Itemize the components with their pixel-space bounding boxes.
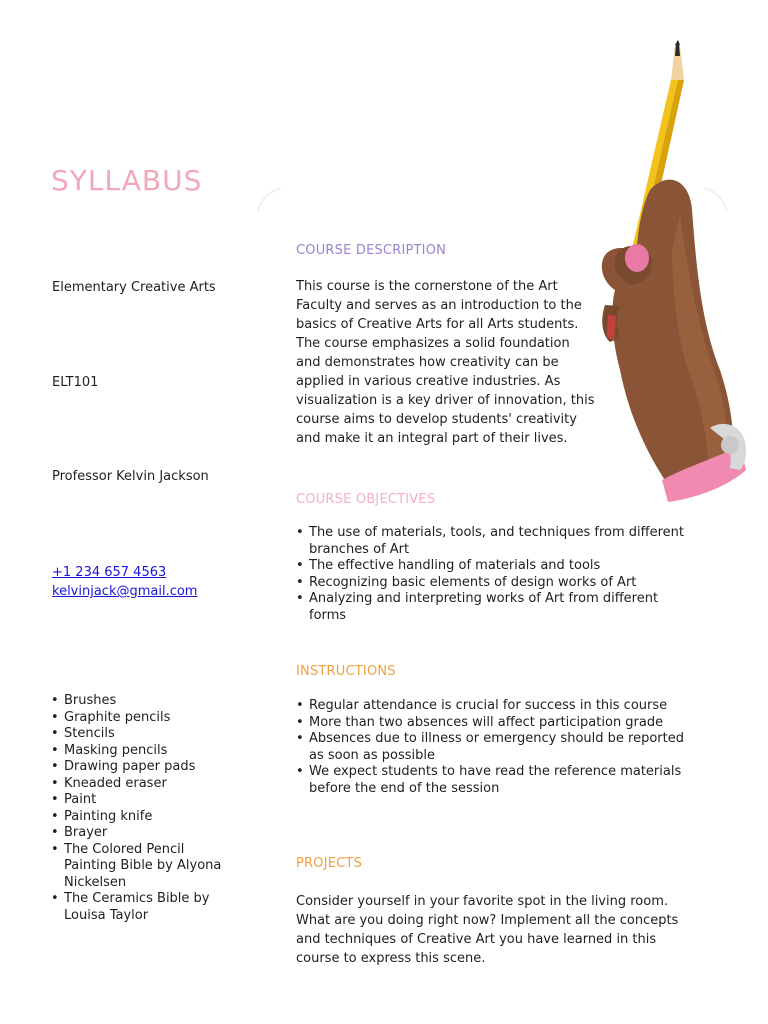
materials-list [51, 693, 231, 924]
professor-name: Professor Kelvin Jackson [52, 469, 209, 484]
list-item: • The Ceramics Bible by Louisa Taylor [51, 891, 231, 924]
list-item: • Analyzing and interpreting works of Art from different forms [296, 591, 696, 624]
list-item: • The effective handling of materials and tools [296, 558, 696, 575]
list-item: • The use of materials, tools, and techniques from different branches of Art [296, 525, 696, 558]
course-description-heading: COURSE DESCRIPTION [296, 243, 447, 258]
projects-text [296, 892, 686, 968]
list-item: • Drawing paper pads [51, 759, 231, 776]
contact-block [52, 563, 197, 601]
projects-paragraph-2: and techniques of Creative Art you have learned in this course to express this scene. [296, 932, 657, 966]
phone-link[interactable]: +1 234 657 4563 [52, 565, 167, 580]
course-description-text [296, 277, 596, 448]
list-item: • Kneaded eraser [51, 776, 231, 793]
list-item: • Regular attendance is crucial for success in this course [296, 698, 696, 715]
list-item: • The Colored Pencil Painting Bible by Alyona Nickelsen [51, 842, 231, 892]
list-item: • We expect students to have read the reference materials before the end of the session [296, 764, 696, 797]
list-item: • Brushes [51, 693, 231, 710]
list-item: • Stencils [51, 726, 231, 743]
list-item: • Painting knife [51, 809, 231, 826]
list-item: • Absences due to illness or emergency should be reported as soon as possible [296, 731, 696, 764]
hand-holding-pencil-icon [580, 40, 750, 510]
objectives-list [296, 525, 696, 624]
list-item: • More than two absences will affect participation grade [296, 715, 696, 732]
list-item: • Brayer [51, 825, 231, 842]
page-title: SYLLABUS [51, 163, 203, 197]
projects-heading: PROJECTS [296, 856, 363, 871]
list-item: • Masking pencils [51, 743, 231, 760]
email-link[interactable]: kelvinjack@gmail.com [52, 584, 198, 599]
course-objectives-heading: COURSE OBJECTIVES [296, 492, 436, 507]
course-name: Elementary Creative Arts [52, 280, 216, 295]
decorative-arc-left [255, 185, 285, 215]
instructions-list [296, 698, 696, 797]
course-description-paragraph: This course is the cornerstone of the Art Faculty and serves as an introduction to the basics of Creative Arts for all Arts students. The course emphasizes a solid foundation and demonstrates how creativity can be applied in various creative industries. As visualization is a key driver of innovation, this course aims to develop students' creativity and make it an integral part of their lives. [296, 279, 595, 446]
instructions-heading: INSTRUCTIONS [296, 664, 396, 679]
list-item: • Paint [51, 792, 231, 809]
list-item: • Recognizing basic elements of design works of Art [296, 575, 696, 592]
projects-paragraph-1: Consider yourself in your favorite spot in the living room. What are you doing right now? Implement all the concepts [296, 894, 679, 928]
list-item: • Graphite pencils [51, 710, 231, 727]
course-code: ELT101 [52, 375, 99, 390]
